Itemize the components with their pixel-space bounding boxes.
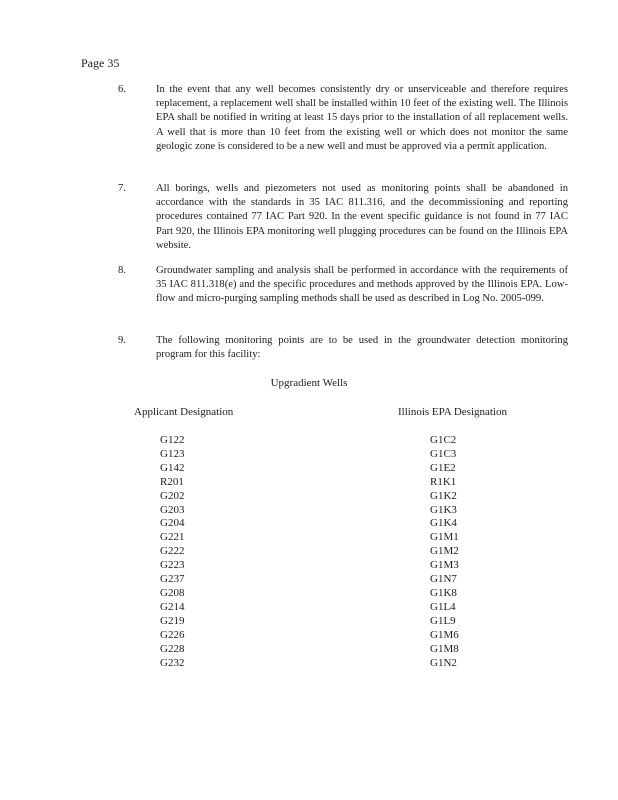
item-number: 9. bbox=[118, 335, 126, 346]
table-cell-epa: G1C2 bbox=[430, 434, 457, 446]
table-cell-applicant: G204 bbox=[160, 517, 185, 530]
epa-column bbox=[430, 434, 459, 670]
table-cell-applicant: G232 bbox=[160, 656, 185, 669]
list-item-7 bbox=[118, 182, 568, 253]
list-item-9 bbox=[118, 334, 568, 362]
table-cell-applicant: G202 bbox=[160, 489, 185, 502]
table-cell-epa: G1N2 bbox=[430, 656, 457, 669]
table-cell-epa: G1M6 bbox=[430, 628, 459, 641]
item-text: In the event that any well becomes consistently dry or unserviceable and therefore requires replacement, a replacement well shall be installed within 10 feet of the existing well. The Illinois EPA shall be notified in writing at least 15 days prior to the installation of all replacement wells. A well that is more than 10 feet from the existing well or which does not monitor the same geologic zone is considered to be a new well and must be approved via a permit application. bbox=[156, 84, 568, 152]
table-cell-epa: G1M8 bbox=[430, 642, 459, 655]
table-cell-epa: G1L9 bbox=[430, 614, 456, 627]
table-cell-epa: G1K2 bbox=[430, 489, 457, 502]
table-cell-epa: R1K1 bbox=[430, 475, 457, 488]
column-header-applicant: Applicant Designation bbox=[134, 406, 234, 418]
table-cell-applicant: G203 bbox=[160, 503, 185, 516]
table-cell-epa: G1M1 bbox=[430, 531, 459, 544]
table-cell-applicant: G228 bbox=[160, 642, 185, 655]
table-cell-epa: G1E2 bbox=[430, 461, 456, 474]
table-cell-applicant: G208 bbox=[160, 586, 185, 599]
list-item-6 bbox=[118, 83, 568, 154]
item-text: Groundwater sampling and analysis shall be performed in accordance with the requirements of 35 IAC 811.318(e) and the specific procedures and methods approved by the Illinois EPA. Low-flow and micro-purging sampling methods shall be used as described in Log No. 2005-099. bbox=[156, 265, 568, 305]
item-number: 8. bbox=[118, 265, 126, 276]
list-item-8 bbox=[118, 264, 568, 307]
table-cell-applicant: G123 bbox=[160, 447, 185, 460]
table-cell-epa: G1K3 bbox=[430, 503, 457, 516]
item-text: All borings, wells and piezometers not used as monitoring points shall be abandoned in accordance with the standards in 35 IAC 811.316, and the decommissioning and reporting procedures contained 77 IAC Part 920. In the event specific guidance is not found in 77 IAC Part 920, the Illinois EPA monitoring well plugging procedures can be found on the Illinois EPA website. bbox=[156, 183, 568, 251]
table-cell-applicant: G214 bbox=[160, 600, 185, 613]
table-cell-epa: G1K4 bbox=[430, 517, 457, 530]
table-cell-epa: G1C3 bbox=[430, 447, 457, 460]
item-text: The following monitoring points are to be used in the groundwater detection monitoring program for this facility: bbox=[156, 335, 568, 361]
table-cell-applicant: G221 bbox=[160, 531, 185, 544]
table-heading: Upgradient Wells bbox=[270, 377, 348, 389]
table-cell-applicant: G222 bbox=[160, 545, 185, 558]
table-cell-epa: G1N7 bbox=[430, 573, 457, 586]
item-number: 7. bbox=[118, 183, 126, 194]
column-header-epa: Illinois EPA Designation bbox=[398, 406, 507, 418]
table-cell-applicant: G223 bbox=[160, 559, 185, 572]
table-cell-applicant: G142 bbox=[160, 461, 185, 474]
table-cell-epa: G1K8 bbox=[430, 586, 457, 599]
table-cell-epa: G1M3 bbox=[430, 559, 459, 572]
table-cell-applicant: G219 bbox=[160, 614, 185, 627]
applicant-column bbox=[160, 434, 184, 670]
table-cell-applicant: R201 bbox=[160, 475, 184, 488]
table-cell-epa: G1L4 bbox=[430, 600, 456, 613]
table-cell-applicant: G122 bbox=[160, 434, 185, 446]
page-number: Page 35 bbox=[81, 56, 120, 70]
table-cell-epa: G1M2 bbox=[430, 545, 459, 558]
table-cell-applicant: G237 bbox=[160, 573, 185, 586]
item-number: 6. bbox=[118, 84, 126, 95]
table-cell-applicant: G226 bbox=[160, 628, 185, 641]
